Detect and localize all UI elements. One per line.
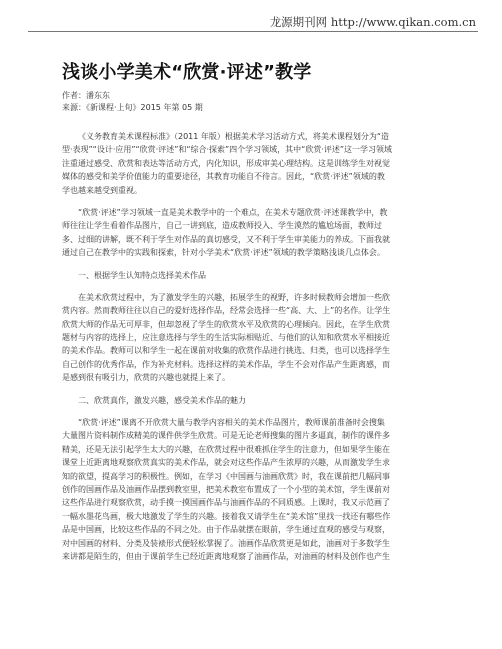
text-line: 赏内容。然而教师往往以自己的爱好选择作品，经常会选择一些“高、大、上”的名作。让学生 bbox=[62, 306, 391, 316]
article-body bbox=[62, 130, 438, 563]
article-author: 作者：潘东东 bbox=[62, 91, 110, 100]
section-heading bbox=[62, 394, 438, 407]
text-line: 题材与内容的选择上，应注意选择与学生的生活实际相贴近、与他们的认知和欣赏水平相接近 bbox=[62, 333, 390, 343]
text-line: 《义务教育美术课程标准》（2011 年版）根据美术学习活动方式，将美术课程划分为“造 bbox=[78, 132, 390, 141]
text-line: 学也越来越受到重视。 bbox=[62, 185, 142, 195]
text-line: 创作的国画作品及油画作品摆到教室里，把美术教室布置成了一个小型的美术馆，学生课前对 bbox=[62, 484, 390, 494]
text-line: 媒体的感受和美学价值能力的重要途径，其教育功能自不待言。因此，“欣赏·评述”领域的教 bbox=[62, 172, 385, 182]
paragraph bbox=[62, 130, 438, 197]
text-line: 型·表现”“设计·应用”“欣赏·评述”和“综合·探索”四个学习领域，其中“欣赏·评述”这一学习领域 bbox=[62, 145, 393, 155]
paragraph bbox=[62, 416, 438, 563]
paragraph bbox=[62, 206, 438, 260]
text-line: 品是中国画，比较这些作品的不同之处。由于作品就摆在眼前，学生通过直观的感受与观察， bbox=[62, 525, 390, 535]
text-line: 精美，还是无法引起学生太大的兴趣，在欣赏过程中很难抓住学生的注意力，但如果学生能在 bbox=[62, 444, 390, 454]
paragraph bbox=[62, 291, 438, 385]
text-line: “欣赏·评述”课离不开欣赏大量与教学内容相关的美术作品图片，教师课前准备时会搜集 bbox=[78, 418, 385, 428]
text-line: 欣赏大师的作品无可厚非，但却忽视了学生的欣赏水平及欣赏的心理倾向。因此，在学生欣赏 bbox=[62, 319, 390, 329]
text-line: 自己创作的优秀作品，作为补充材料。选择这样的美术作品，学生不会对作品产生距离感，而 bbox=[62, 359, 390, 369]
article-source: 来源：《新课程·上旬》2015 年第 05 期 bbox=[62, 103, 203, 112]
section-heading bbox=[62, 269, 438, 282]
text-line: 大量图片资料制作成精美的课件供学生欣赏。可是无论老师搜集的图片多逼真，制作的课件多 bbox=[62, 431, 390, 441]
text-line: 一幅水墨花鸟画，极大地激发了学生的兴趣。接着我又请学生在“美术馆”里找一找还有哪些作 bbox=[62, 511, 391, 521]
article-title: 浅谈小学美术“欣赏·评述”教学 bbox=[62, 62, 312, 83]
journal-site-header: 龙源期刊网 http://www.qikan.com.cn bbox=[269, 15, 476, 29]
text-line: 在美术欣赏过程中，为了激发学生的兴趣，拓展学生的视野，许多时候教师会增加一些欣 bbox=[78, 292, 390, 302]
text-line: 这些作品进行观察欣赏，动手摸一摸国画作品与油画作品的不同质感。上课时，我又示范画了 bbox=[62, 498, 390, 508]
text-line: 的美术作品。教师可以和学生一起在课前对收集的欣赏作品进行挑选、归类，也可以选择学生 bbox=[62, 346, 390, 356]
header-divider bbox=[28, 31, 478, 32]
text-line: 是感到很有吸引力，欣赏的兴趣也就提上来了。 bbox=[62, 373, 230, 383]
text-line: 注重通过感受、欣赏和表达等活动方式，内化知识，形成审美心理结构。这是训练学生对视觉 bbox=[62, 158, 390, 168]
text-line: 知的欲望，提高学习的积极性。例如，在学习《中国画与油画欣赏》时，我在课前把几幅同事 bbox=[62, 471, 390, 481]
text-line: 一、根据学生认知特点选择美术作品 bbox=[78, 270, 206, 280]
text-line: 来讲都是陌生的，但由于课前学生已经近距离地观察了油画作品，对油画的材料及创作也产生 bbox=[62, 551, 390, 561]
text-line: 多、过细的讲解，既不利于学生对作品的真切感受，又不利于学生审美能力的养成。下面我就 bbox=[62, 234, 390, 244]
text-line: 对中国画的材料、分类及装裱形式便轻松掌握了。油画作品欣赏更是如此，油画对于多数学生 bbox=[62, 538, 390, 548]
text-line: 通过自己在教学中的实践和探索，针对小学美术“欣赏·评述”领域的教学策略浅谈几点体会。 bbox=[62, 248, 385, 258]
text-line: 课堂上近距离地观察欣赏真实的美术作品，就会对这些作品产生浓厚的兴趣，从而激发学生求 bbox=[62, 458, 390, 468]
text-line: 二、欣赏真作，激发兴趣，感受美术作品的魅力 bbox=[78, 395, 246, 405]
text-line: “欣赏·评述”学习领域一直是美术教学中的一个难点，在美术专题欣赏·评述课教学中，教 bbox=[78, 207, 388, 217]
text-line: 师往往让学生看着作品图片，自己一讲到底，造成教师投入、学生漠然的尴尬场面，教师过 bbox=[62, 221, 382, 231]
